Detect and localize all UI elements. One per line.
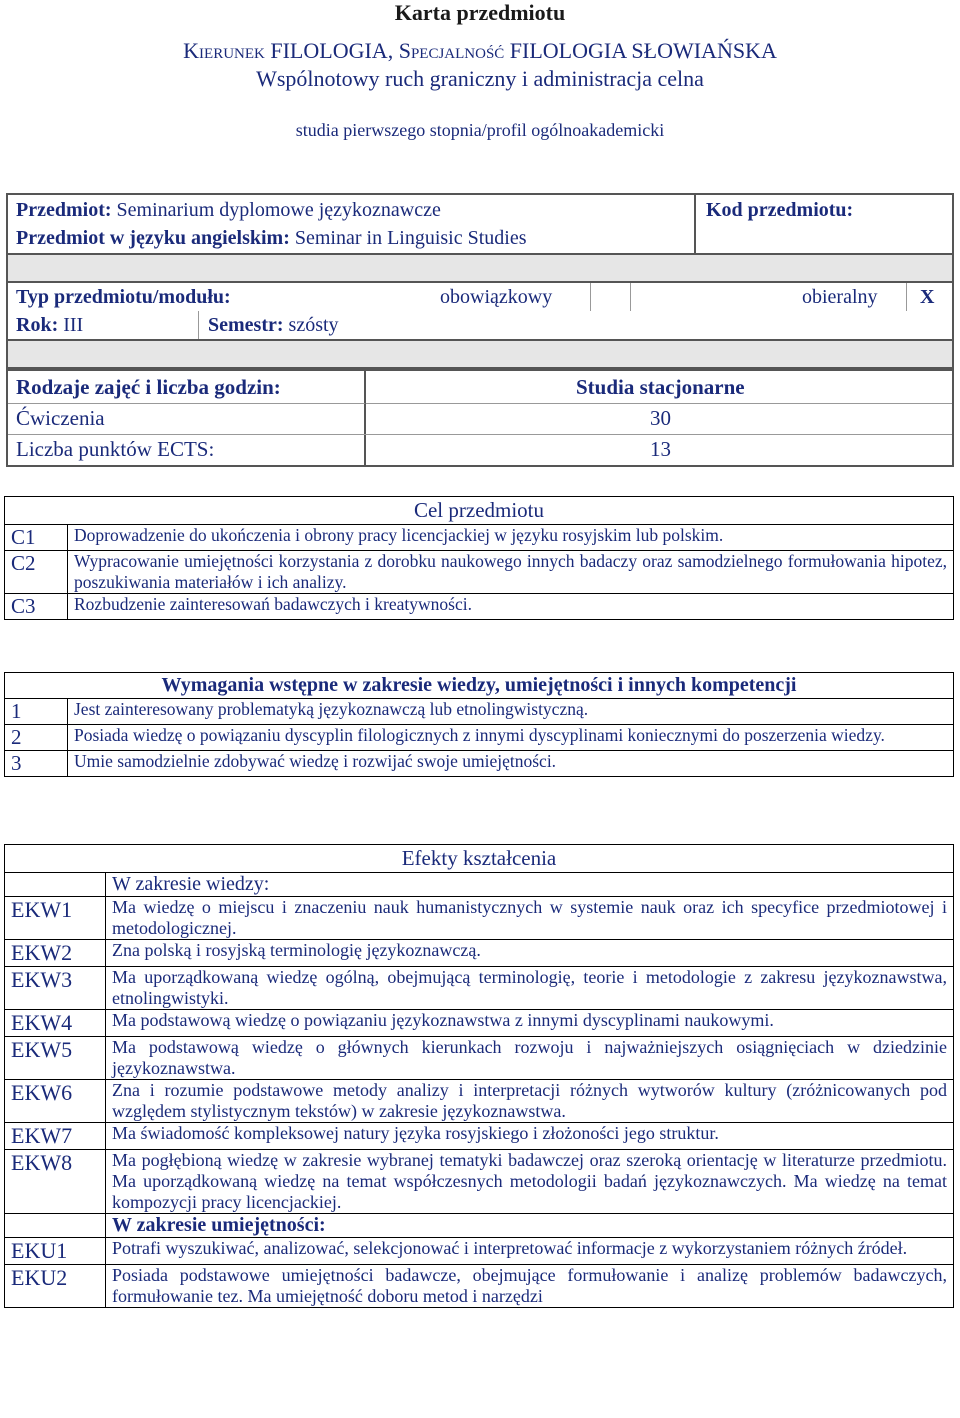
type-mandatory: obowiązkowy xyxy=(440,286,553,308)
outcome-code: EKW8 xyxy=(5,1150,106,1214)
semester-label: Semestr: xyxy=(208,314,284,336)
goal-code: C1 xyxy=(5,525,68,551)
requirement-code: 2 xyxy=(5,725,68,751)
field-of-study-line xyxy=(0,38,960,64)
subject-name-cell xyxy=(8,195,696,255)
subject-label: Przedmiot: xyxy=(16,199,112,221)
outcome-code: EKU2 xyxy=(5,1265,106,1308)
requirement-text: Umie samodzielnie zdobywać wiedzę i rozwijać swoje umiejętności. xyxy=(68,751,954,777)
gray-separator xyxy=(8,255,952,283)
subject-info-box xyxy=(6,193,954,369)
outcome-row xyxy=(5,897,954,940)
kierunek-value: FILOLOGIA, xyxy=(270,38,394,63)
outcome-code: EKW3 xyxy=(5,967,106,1010)
requirement-code: 1 xyxy=(5,699,68,725)
outcome-text: Ma podstawową wiedzę o głównych kierunkach rozwoju i najważniejszych osiągnięciach w dziedzinie językoznawstwa. xyxy=(106,1037,954,1080)
outcome-code: EKW2 xyxy=(5,940,106,967)
year-label: Rok: xyxy=(16,314,59,336)
goal-text: Wypracowanie umiejętności korzystania z dorobku naukowego innych badaczy oraz samodzielnego formułowania hipotez, poszukiwania materiałów i ich analizy. xyxy=(68,551,954,594)
hours-header-value-cell xyxy=(366,371,952,404)
requirement-text: Posiada wiedzę o powiązaniu dyscyplin filologicznych z innymi dyscyplinami koniecznymi do poszerzenia wiedzy. xyxy=(68,725,954,751)
outcome-code: EKW1 xyxy=(5,897,106,940)
outcome-row xyxy=(5,967,954,1010)
hours-row xyxy=(8,404,952,435)
specjalnosc-value: FILOLOGIA SŁOWIAŃSKA xyxy=(509,38,777,63)
goal-row xyxy=(5,551,954,594)
goal-code: C3 xyxy=(5,594,68,620)
outcome-text: Zna polską i rosyjską terminologię językoznawczą. xyxy=(106,940,954,967)
outcome-row xyxy=(5,1238,954,1265)
study-level: studia pierwszego stopnia/profil ogólnoakademicki xyxy=(295,120,665,140)
goals-title: Cel przedmiotu xyxy=(5,497,954,525)
outcome-text: Ma wiedzę o miejscu i znaczeniu nauk humanistycznych w systemie nauk oraz ich specyfice przedmiotowej i metodologicznej. xyxy=(106,897,954,940)
knowledge-heading: W zakresie wiedzy: xyxy=(106,873,954,897)
type-label: Typ przedmiotu/modułu: xyxy=(16,286,231,308)
gray-separator-2 xyxy=(8,341,952,367)
outcome-row xyxy=(5,940,954,967)
hours-header-label: Rodzaje zajęć i liczba godzin: xyxy=(16,375,281,399)
goal-text: Rozbudzenie zainteresowań badawczych i kreatywności. xyxy=(68,594,954,620)
outcome-row xyxy=(5,1010,954,1037)
outcome-row xyxy=(5,1037,954,1080)
goal-row xyxy=(5,594,954,620)
outcome-code: EKW5 xyxy=(5,1037,106,1080)
outcome-row xyxy=(5,1150,954,1214)
subject-code-label: Kod przedmiotu: xyxy=(706,199,854,221)
specialization-name: Wspólnotowy ruch graniczny i administracja celna xyxy=(256,66,704,91)
requirement-row xyxy=(5,725,954,751)
goals-table xyxy=(4,496,954,620)
kierunek-label: Kierunek xyxy=(183,38,265,63)
goal-code: C2 xyxy=(5,551,68,594)
outcome-row xyxy=(5,1080,954,1123)
outcome-code: EKW4 xyxy=(5,1010,106,1037)
ects-value: 13 xyxy=(650,437,671,461)
ects-row xyxy=(8,435,952,465)
outcome-code: EKU1 xyxy=(5,1238,106,1265)
requirements-title: Wymagania wstępne w zakresie wiedzy, umiejętności i innych kompetencji xyxy=(5,673,954,699)
subject-type-row xyxy=(8,283,952,311)
outcome-text: Ma świadomość kompleksowej natury języka rosyjskiego i złożoności jego struktur. xyxy=(106,1123,954,1150)
requirement-text: Jest zainteresowany problematyką językoznawczą lub etnolingwistyczną. xyxy=(68,699,954,725)
specjalnosc-label: Specjalność xyxy=(398,38,505,63)
outcome-text: Zna i rozumie podstawowe metody analizy i interpretacji różnych wytworów kultury (zróżnicowanych pod względem stylistycznym tekstów) w zakresie językoznawstwa. xyxy=(106,1080,954,1123)
outcome-row xyxy=(5,1123,954,1150)
hours-row-label: Ćwiczenia xyxy=(16,406,105,430)
hours-box xyxy=(6,369,954,467)
outcomes-table xyxy=(4,844,954,1308)
ects-label: Liczba punktów ECTS: xyxy=(16,437,215,461)
outcome-text: Ma podstawową wiedzę o powiązaniu językoznawstwa z innymi dyscyplinami naukowymi. xyxy=(106,1010,954,1037)
requirement-row xyxy=(5,699,954,725)
requirement-code: 3 xyxy=(5,751,68,777)
outcome-text: Potrafi wyszukiwać, analizować, selekcjonować i interpretować informacje z wykorzystaniem różnych źródeł. xyxy=(106,1238,954,1265)
year-semester-row xyxy=(8,311,952,341)
document-title: Karta przedmiotu xyxy=(394,0,566,25)
type-elective: obieralny xyxy=(802,286,878,308)
outcome-text: Ma pogłębioną wiedzę w zakresie wybranej tematyki badawczej oraz szeroką orientację w literaturze przedmiotu. Ma uporządkowaną wiedzę na temat współczesnych metodologii badań językoznawczych. Ma wiedzę na temat kompozycji pracy licencjackiej. xyxy=(106,1150,954,1214)
goal-text: Doprowadzenie do ukończenia i obrony pracy licencjackiej w języku rosyjskim lub polskim. xyxy=(68,525,954,551)
subject-value: Seminarium dyplomowe językoznawcze xyxy=(116,199,441,221)
outcome-code: EKW7 xyxy=(5,1123,106,1150)
hours-row-value: 30 xyxy=(650,406,671,430)
outcome-row xyxy=(5,1265,954,1308)
skills-heading: W zakresie umiejętności: xyxy=(106,1214,954,1238)
outcome-code: EKW6 xyxy=(5,1080,106,1123)
outcomes-title: Efekty kształcenia xyxy=(5,845,954,873)
requirement-row xyxy=(5,751,954,777)
type-mark: X xyxy=(920,286,935,308)
subject-code-cell xyxy=(696,195,952,255)
english-name-label: Przedmiot w języku angielskim: xyxy=(16,227,290,249)
year-value: III xyxy=(63,314,84,336)
outcome-text: Ma uporządkowaną wiedzę ogólną, obejmującą terminologię, teorie i metodologie z zakresu językoznawstwa, etnolingwistyki. xyxy=(106,967,954,1010)
semester-value: szósty xyxy=(288,314,339,336)
english-name-value: Seminar in Linguisic Studies xyxy=(294,227,527,249)
outcome-text: Posiada podstawowe umiejętności badawcze, obejmujące formułowanie i analizę problemów badawczych, formułowanie tez. Ma umiejętność doboru metod i narzędzi xyxy=(106,1265,954,1308)
hours-header-value: Studia stacjonarne xyxy=(576,375,745,399)
hours-header-label-cell xyxy=(8,371,366,404)
requirements-table xyxy=(4,672,954,777)
goal-row xyxy=(5,525,954,551)
